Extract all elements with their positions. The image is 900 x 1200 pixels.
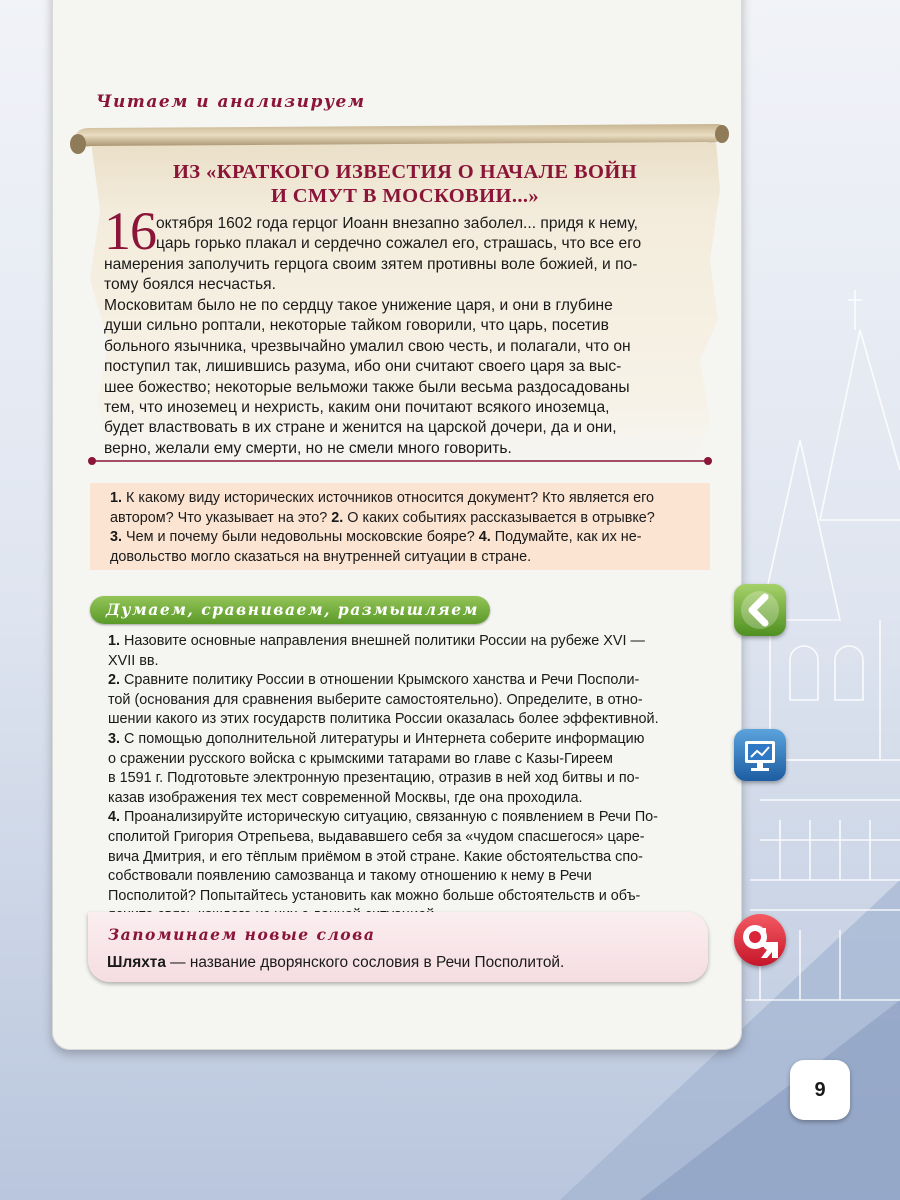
task-line: 3. С помощью дополнительной литературы и Интернета соберите информацию: [108, 730, 645, 747]
question-line: 1. К какому виду исторических источников относится документ? Кто является его: [110, 490, 655, 506]
task-line: шении какого из этих государств политика России оказалась более эффективной.: [108, 711, 659, 728]
task-line: вича Дмитрия, и его тёплым приёмом в этой стране. Какие обстоятельства спо-: [108, 848, 643, 865]
back-arrow-icon[interactable]: [734, 584, 786, 636]
section-heading-words: Запоминаем новые слова: [108, 925, 376, 944]
source-title: [150, 160, 660, 208]
task-line: о сражении русского войска с крымскими татарами во главе с Казы-Гиреем: [108, 750, 613, 767]
source-line: будет властвовать в их стране и женится на царской дочери, да и они,: [104, 419, 617, 437]
task-line: 1. Назовите основные направления внешней политики России на рубеже XVI —: [108, 633, 645, 649]
page-number: 9: [790, 1060, 850, 1120]
source-line: октября 1602 года герцог Иоанн внезапно заболел... придя к нему,: [156, 215, 638, 232]
glossary-definition: — название дворянского сословия в Речи Посполитой.: [165, 954, 565, 971]
source-line: шее божество; некоторые вельможи также были весьма раздосадованы: [104, 378, 630, 396]
task-line: сполитой Григория Отрепьева, выдававшего себя за «чудом спасшегося» царе-: [108, 828, 645, 845]
source-line: царь горько плакал и сердечно сожалел его, страшась, что все его: [156, 235, 642, 253]
section-divider: [88, 453, 712, 469]
source-line: тем, что иноземец и нехристь, каким они почитают всякого иноземца,: [104, 399, 610, 417]
task-line: XVII вв.: [108, 652, 159, 669]
task-line: 4. Проанализируйте историческую ситуацию, связанную с появлением в Речи По-: [108, 809, 658, 826]
presentation-screen-icon[interactable]: [734, 729, 786, 781]
source-line: намерения заполучить герцога своим зятем противны воле божией, и по-: [104, 256, 638, 273]
question-line: 3. Чем и почему были недовольны московские бояре? 4. Подумайте, как их не-: [110, 529, 642, 546]
task-line: казав изображения тех мест современной Москвы, где она проходила.: [108, 789, 583, 806]
source-line: верно, желали ему смерти, но не смели много говорить.: [104, 439, 512, 457]
task-line: в 1591 г. Подготовьте электронную презентацию, отразив в ней ход битвы и по-: [108, 770, 640, 787]
task-line: Посполитой? Попытайтесь установить как можно больше обстоятельств и объ-: [108, 887, 641, 904]
source-paragraph-1b: [104, 255, 637, 296]
source-line: тому боялся несчастья.: [104, 276, 276, 294]
dropcap-date: 16: [104, 201, 156, 261]
question-line: довольство могло сказаться на внутренней ситуации в стране.: [110, 548, 532, 565]
task-line: собствовали появлению самозванца и такому отношению к нему в Речи: [108, 868, 592, 885]
glossary-entry: [107, 954, 564, 972]
section-heading-think-label: Думаем, сравниваем, размышляем: [106, 600, 479, 619]
source-line: души сильно роптали, некоторые тайком говорили, что царь, посетив: [104, 317, 609, 335]
source-title-line: ИЗ «КРАТКОГО ИЗВЕСТИЯ О НАЧАЛЕ ВОЙН: [172, 161, 638, 183]
source-paragraph-2: [104, 296, 631, 459]
dictionary-icon[interactable]: [734, 914, 786, 966]
question-line: автором? Что указывает на это? 2. О каких событиях рассказывается в отрывке?: [110, 509, 655, 526]
questions-text: [110, 489, 700, 567]
source-line: больного язычника, чрезвычайно умалил свою честь, и полагали, что он: [104, 337, 631, 355]
source-line: Московитам было не по сердцу такое унижение царя, и они в глубине: [104, 297, 613, 314]
task-line: той (основания для сравнения выберите самостоятельно). Определите, в отно-: [108, 691, 643, 708]
section-heading-read: Читаем и анализируем: [96, 92, 366, 112]
section-heading-think: [90, 596, 490, 624]
glossary-term: Шляхта: [107, 954, 166, 971]
source-paragraph-1a: [156, 214, 641, 255]
source-line: поступил так, лишившись разума, ибо они считают своего царя за выс-: [104, 358, 622, 376]
task-line: 2. Сравните политику России в отношении Крымского ханства и Речи Посполи-: [108, 672, 640, 689]
source-title-line: И СМУТ В МОСКОВИИ...»: [270, 185, 540, 207]
tasks-text: [108, 632, 698, 926]
